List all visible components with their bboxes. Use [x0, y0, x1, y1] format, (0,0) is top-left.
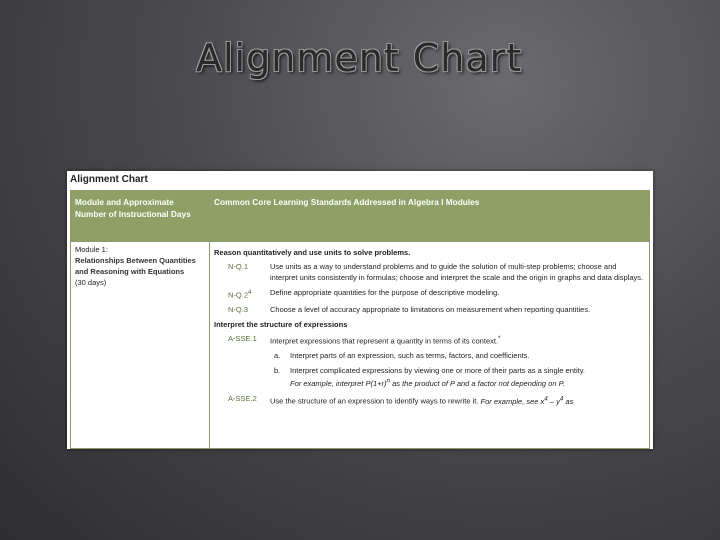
- standard-code: N-Q.1: [228, 261, 249, 271]
- standard-text-main: Use the structure of an expression to identify ways to rewrite it.: [270, 396, 481, 406]
- document-heading: Alignment Chart: [70, 174, 148, 185]
- sub-item-text: Interpret parts of an expression, such as terms, factors, and coefficients.: [290, 351, 530, 361]
- example-text-b: – y: [547, 396, 560, 406]
- table-row: [71, 242, 650, 449]
- module-number: Module 1:: [75, 245, 108, 254]
- column-header-module: Module and Approximate Number of Instructional Days: [71, 191, 210, 242]
- column-header-standards: Common Core Learning Standards Addressed in Algebra I Modules: [210, 191, 650, 242]
- example-sup-2: 4: [559, 395, 564, 403]
- standard-text: Define appropriate quantities for the purpose of descriptive modeling.: [270, 287, 500, 297]
- document-image: [67, 171, 653, 449]
- example-text-start: For example, interpret P(1+r): [290, 379, 387, 389]
- sub-item-example: [290, 379, 565, 388]
- standard-text: [270, 334, 645, 347]
- section-heading: Interpret the structure of expressions: [214, 319, 348, 329]
- sub-item-label: a.: [274, 351, 281, 361]
- standard-text: Choose a level of accuracy appropriate to limitations on measurement when reporting quantities.: [270, 305, 591, 314]
- standard-code-superscript: 4: [248, 288, 252, 296]
- standard-example: [481, 397, 574, 406]
- standard-row: [228, 334, 645, 347]
- example-superscript: n: [386, 377, 390, 385]
- standard-code: A-SSE.1: [228, 333, 257, 343]
- sub-item-text: [290, 366, 645, 390]
- standard-code-text: N-Q.2: [228, 290, 249, 300]
- standard-row: [228, 288, 645, 301]
- standard-code: [228, 288, 270, 301]
- table-header-row: [71, 191, 650, 242]
- section-heading: Reason quantitatively and use units to solve problems.: [214, 248, 411, 257]
- module-cell: [71, 242, 210, 449]
- alignment-table: [70, 190, 650, 449]
- sub-item: [274, 366, 645, 390]
- module-days: (30 days): [75, 277, 107, 287]
- standard-code: N-Q.3: [228, 305, 249, 314]
- module-title: Relationships Between Quantities and Reasoning with Equations: [75, 255, 196, 276]
- standards-cell: [210, 242, 650, 449]
- slide-title: Alignment Chart: [196, 36, 523, 80]
- sub-item-label: b.: [274, 366, 281, 375]
- standard-text: [270, 394, 645, 407]
- standard-row: [228, 394, 645, 407]
- standard-row: [228, 305, 645, 316]
- sub-item-main-text: Interpret complicated expressions by viewing one or more of their parts as a single entity.: [290, 366, 586, 375]
- standard-text: Use units as a way to understand problems and to guide the solution of multi-step problems; choose and interpret units consistently in formulas; choose and interpret the scale and the origin in graphs and data displays.: [270, 261, 644, 282]
- example-text-c: as: [563, 396, 574, 406]
- standard-text-superscript: *: [498, 334, 501, 342]
- example-text-end: as the product of P and a factor not depending on P.: [389, 379, 565, 389]
- example-sup-1: 4: [544, 395, 548, 403]
- example-text-a: For example, see x: [480, 396, 545, 406]
- standard-text-main: Interpret expressions that represent a quantity in terms of its context.: [270, 336, 499, 346]
- standard-code: A-SSE.2: [228, 394, 257, 404]
- standard-row: [228, 262, 645, 284]
- sub-item: [274, 351, 645, 362]
